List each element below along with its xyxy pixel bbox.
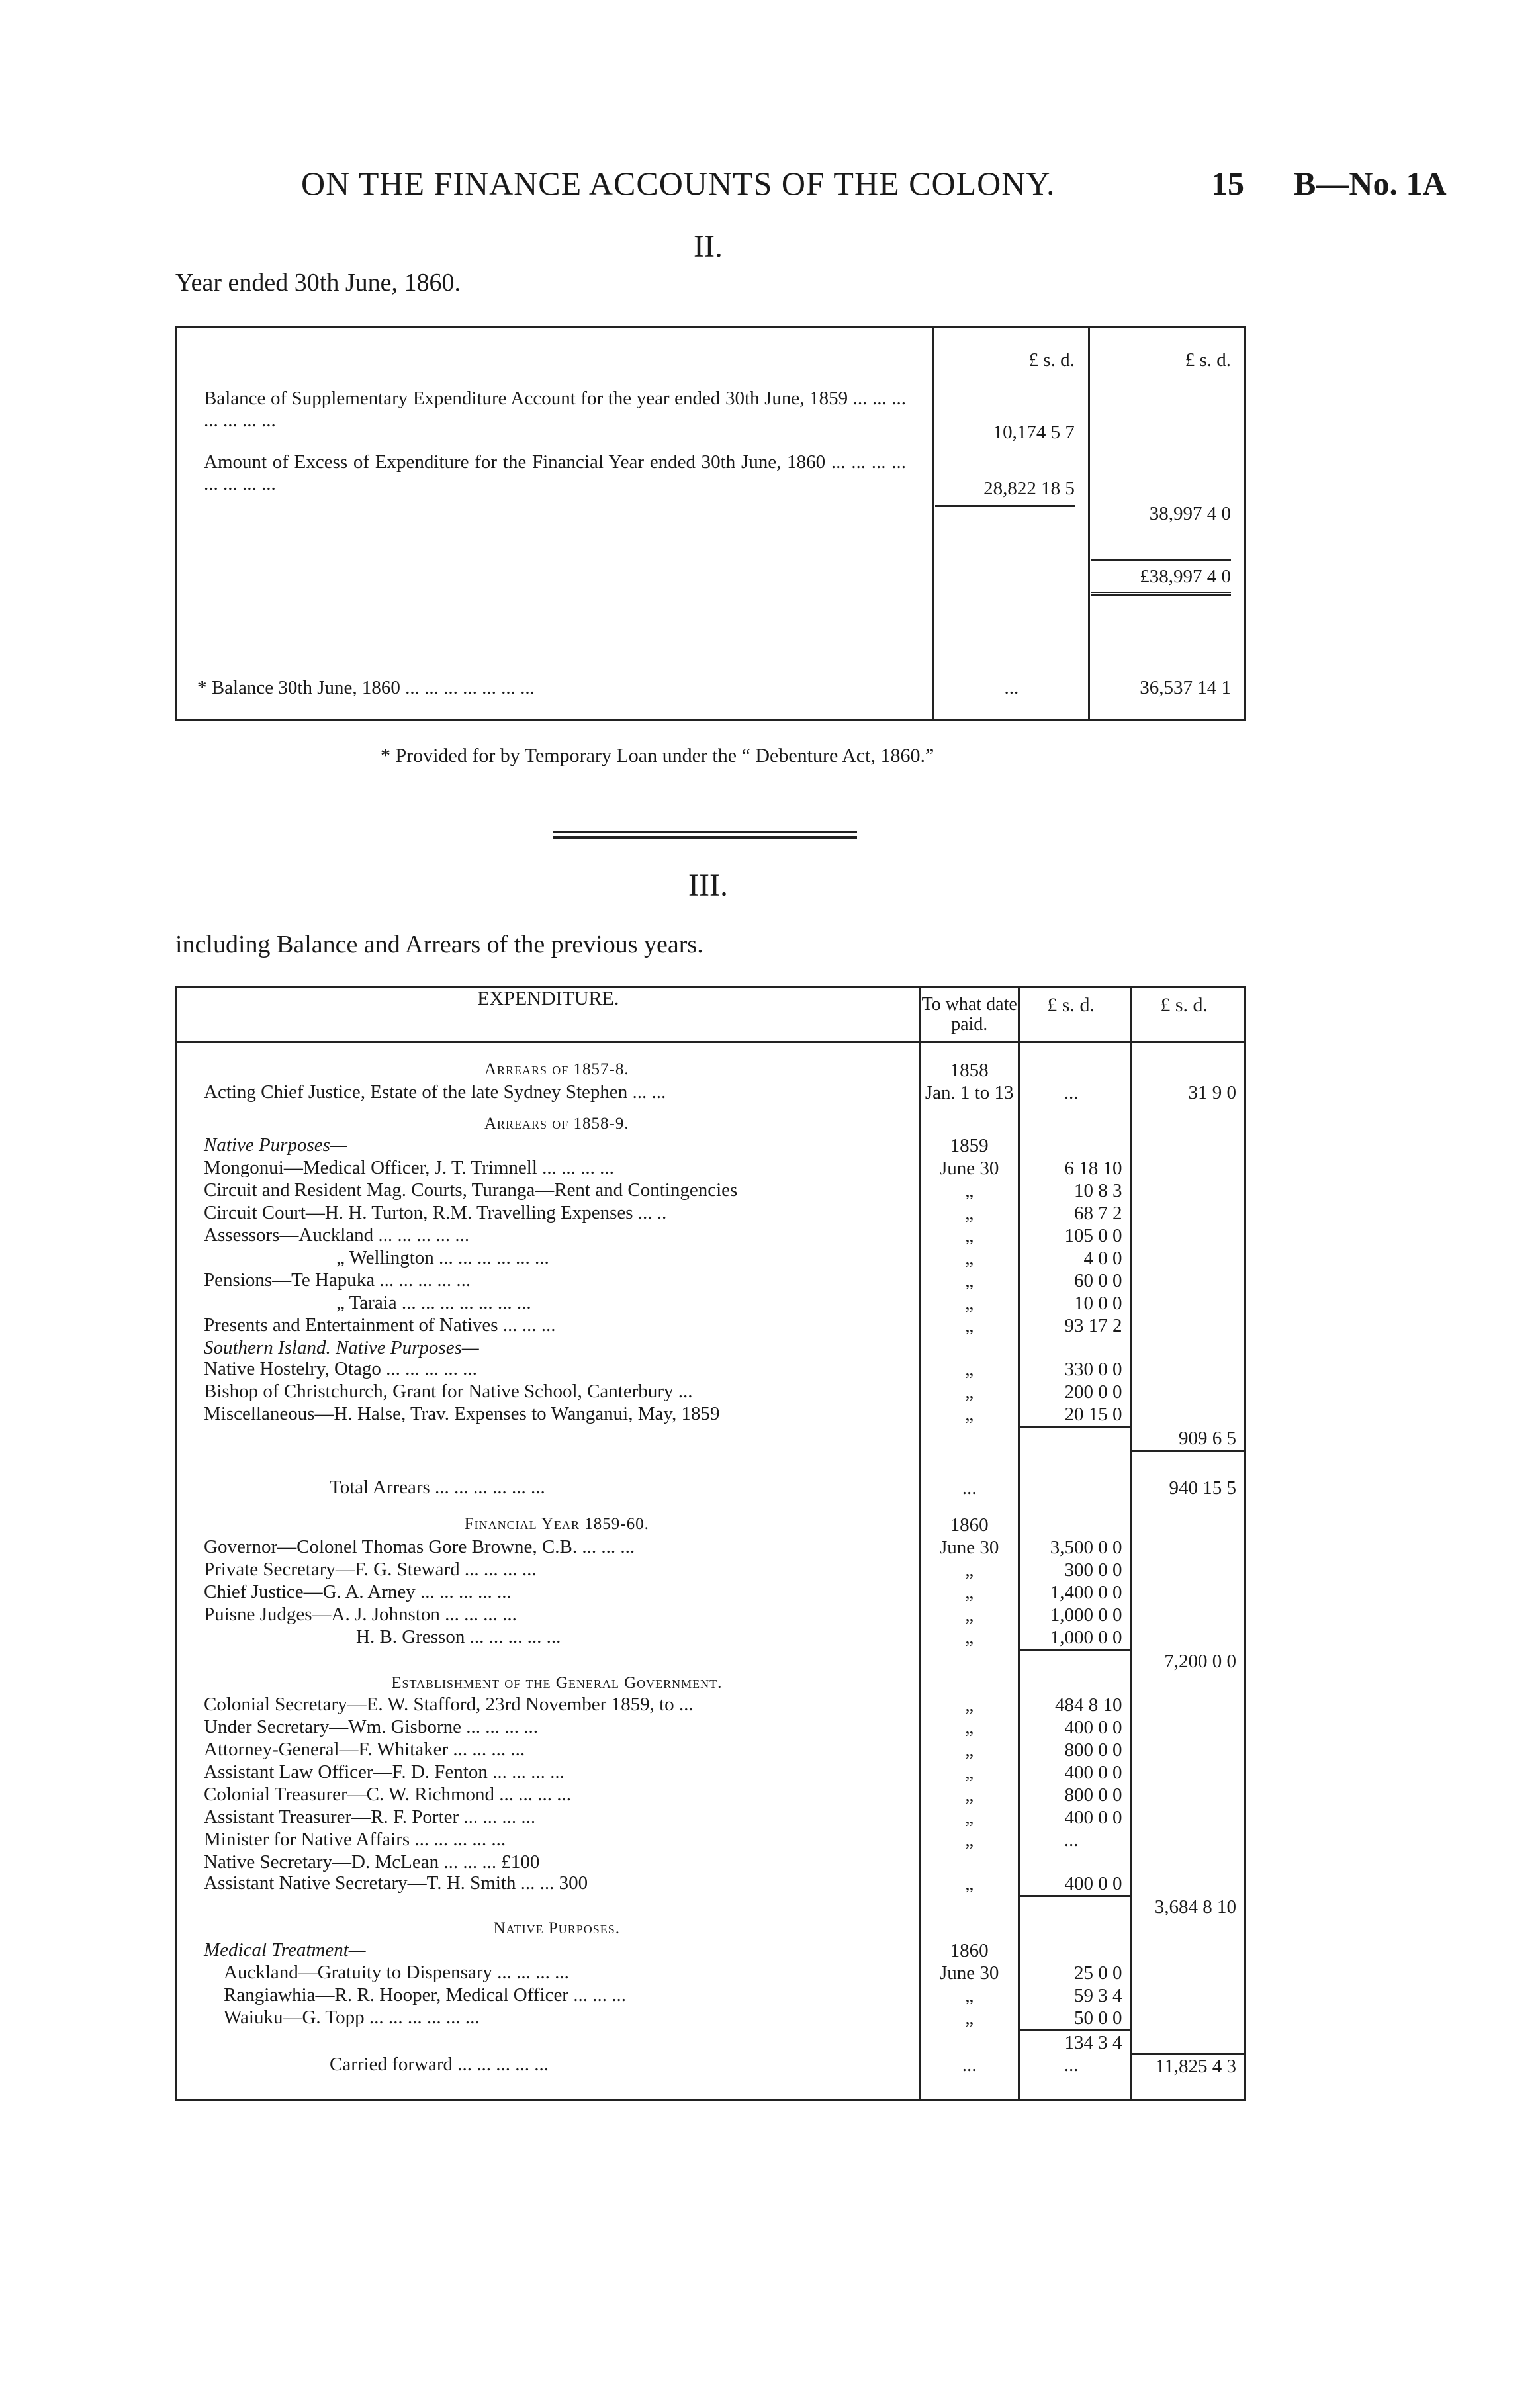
section-ii-table [175,326,1246,721]
section-ii-numeral: II. [694,229,723,264]
table-row [177,1403,1246,1427]
row-date: „ [920,1872,1019,1896]
row-text: Circuit and Resident Mag. Courts, Turanga—Rent and Contingencies [204,1179,738,1201]
row-text: Assistant Treasurer—R. F. Porter ... ... ... ... [204,1806,536,1827]
arrears-1857-year: 1858 [920,1059,1019,1082]
row-date: „ [920,1202,1019,1224]
row-date: „ [920,1247,1019,1269]
row-date: „ [920,1984,1019,2007]
section-ii-footnote: * Provided for by Temporary Loan under the “ Debenture Act, 1860.” [381,745,934,766]
table-row [177,1292,1246,1315]
row-supplementary-a: 10,174 5 7 [934,388,1089,451]
row-text: Assessors—Auckland ... ... ... ... ... [204,1224,470,1246]
row-text: Native Hostelry, Otago ... ... ... ... ... [204,1358,477,1379]
table-row [177,1851,1246,1872]
page-number: 15 [1211,165,1244,202]
carried-forward-text: Carried forward ... ... ... ... ... [330,2054,549,2075]
table-row [177,1694,1246,1716]
table-row [177,1581,1246,1604]
row-amount: 60 0 0 [1019,1269,1131,1292]
table-row [177,1559,1246,1581]
arrears-1857-row: Acting Chief Justice, Estate of the late Sydney Stephen ... ... [204,1082,666,1103]
row-amount: 3,500 0 0 [1019,1536,1131,1559]
general-government-subtotal: 3,684 8 10 [1131,1896,1246,1918]
row-text: Governor—Colonel Thomas Gore Browne, C.B. ... ... ... [204,1536,635,1557]
section-iii-numeral: III. [688,868,728,903]
row-text: Colonial Treasurer—C. W. Richmond ... ... ... ... [204,1783,572,1805]
row-amount: 330 0 0 [1019,1358,1131,1381]
row-text: Under Secretary—Wm. Gisborne ... ... ... ... [204,1716,538,1737]
row-date: „ [920,1179,1019,1202]
col-head-a: £ s. d. [934,328,1089,388]
row-text: Pensions—Te Hapuka ... ... ... ... ... [204,1269,471,1291]
medical-treatment-subheading: Medical Treatment— [204,1939,366,1961]
row-text: Assistant Native Secretary—T. H. Smith ... ... 300 [204,1872,588,1894]
row-text: Attorney-General—F. Whitaker ... ... ... ... [204,1738,525,1760]
row-amount: ... [1019,1829,1131,1851]
row-amount: 400 0 0 [1019,1806,1131,1829]
balance-b: 36,537 14 1 [1089,612,1245,719]
row-date: „ [920,1694,1019,1716]
native-purposes-year: 1860 [920,1939,1019,1962]
row-date: „ [920,1358,1019,1381]
row-text: Assistant Law Officer—F. D. Fenton ... ... ... ... [204,1761,565,1782]
row-amount: 6 18 10 [1019,1157,1131,1179]
table-row [177,1315,1246,1337]
row-amount: 4 0 0 [1019,1247,1131,1269]
row-text: Presents and Entertainment of Natives ... ... ... [204,1315,556,1336]
row-text: Native Secretary—D. McLean ... ... ... £100 [204,1851,540,1872]
table-row [177,1381,1246,1403]
row-amount: 400 0 0 [1019,1872,1131,1896]
total-arrears-date: ... [920,1477,1019,1499]
row-date: „ [920,1381,1019,1403]
row-amount: 10 0 0 [1019,1292,1131,1315]
row-date: „ [920,1829,1019,1851]
row-date: „ [920,1784,1019,1806]
row-text: Rangiawhia—R. R. Hooper, Medical Officer ... ... ... [224,1984,626,2006]
row-date: „ [920,1403,1019,1427]
table-row [177,1761,1246,1784]
table-row [177,1739,1246,1761]
row-date: „ [920,2007,1019,2031]
row-text: Miscellaneous—H. Halse, Trav. Expenses to Wanganui, May, 1859 [204,1403,720,1424]
arrears-1858-subheading: Native Purposes— [204,1134,347,1156]
row-date: „ [920,1604,1019,1626]
row-amount: 800 0 0 [1019,1784,1131,1806]
row-date: „ [920,1806,1019,1829]
row-text: Mongonui—Medical Officer, J. T. Trimnell ... ... ... ... [204,1157,614,1178]
row-date [920,1851,1019,1872]
row-amount: 20 15 0 [1019,1403,1131,1427]
total-arrears-b: 940 15 5 [1131,1477,1246,1499]
row-amount: 200 0 0 [1019,1381,1131,1403]
table-row [177,1872,1246,1896]
row-amount: 93 17 2 [1019,1315,1131,1337]
table-row [177,1536,1246,1559]
row-date: „ [920,1269,1019,1292]
table-row [177,1984,1246,2007]
row-amount: 105 0 0 [1019,1224,1131,1247]
row-date: „ [920,1739,1019,1761]
row-amount: 59 3 4 [1019,1984,1131,2007]
section-ii-total: £38,997 4 0 [1091,559,1231,596]
row-amount: 1,000 0 0 [1019,1626,1131,1650]
row-text: Auckland—Gratuity to Dispensary ... ... ... ... [224,1962,569,1983]
financial-year-heading: Financial Year 1859-60. [464,1515,649,1533]
running-title: ON THE FINANCE ACCOUNTS OF THE COLONY. [301,165,1056,202]
row-amount: 1,000 0 0 [1019,1604,1131,1626]
row-date: „ [920,1626,1019,1650]
row-date: „ [920,1761,1019,1784]
row-excess-a: 28,822 18 5 [935,478,1075,507]
table-row [177,1202,1246,1224]
native-purposes-subtotal: 134 3 4 [1019,2031,1131,2054]
table-row [177,1247,1246,1269]
arrears-1857-a: ... [1019,1082,1131,1104]
arrears-1858-subtotal: 909 6 5 [1131,1427,1246,1451]
row-excess-b: 38,997 4 0 [1089,451,1245,526]
table-row [177,1784,1246,1806]
table-row [177,1806,1246,1829]
table-row [177,1604,1246,1626]
financial-year-year: 1860 [920,1514,1019,1536]
table-row [177,1179,1246,1202]
row-text: Circuit Court—H. H. Turton, R.M. Travelling Expenses ... .. [204,1202,667,1223]
row-text: „ Taraia ... ... ... ... ... ... ... [336,1292,531,1313]
row-amount: 68 7 2 [1019,1202,1131,1224]
row-amount [1019,1851,1131,1872]
row-date: „ [920,1559,1019,1581]
row-excess-text: Amount of Excess of Expenditure for the Financial Year ended 30th June, 1860 ... ... ... ... ... ... ... ... [204,451,907,495]
table-row [177,1626,1246,1650]
table-row [177,1224,1246,1247]
row-text: „ Wellington ... ... ... ... ... ... [336,1247,549,1268]
financial-year-subtotal: 7,200 0 0 [1131,1650,1246,1673]
table-row [177,1157,1246,1179]
row-date: June 30 [920,1536,1019,1559]
row-amount: 300 0 0 [1019,1559,1131,1581]
section-divider-bottom [553,836,857,839]
row-amount: 400 0 0 [1019,1716,1131,1739]
row-text: Minister for Native Affairs ... ... ... ... ... [204,1828,506,1850]
row-text: Waiuku—G. Topp ... ... ... ... ... ... [224,2007,480,2028]
table-row [177,1716,1246,1739]
row-amount: 50 0 0 [1019,2007,1131,2031]
row-text: Chief Justice—G. A. Arney ... ... ... ... ... [204,1581,512,1602]
header-col-b: £ s. d. [1131,988,1246,1042]
row-supplementary-text: Balance of Supplementary Expenditure Account for the year ended 30th June, 1859 ... ... ... ... ... ... ... [204,387,907,431]
table-row [177,2007,1246,2031]
row-text: H. B. Gresson ... ... ... ... ... [356,1626,561,1647]
document-reference: B—No. 1A [1294,165,1447,202]
carried-forward-date: ... [920,2054,1019,2100]
balance-a: ... [934,612,1089,719]
expenditure-table [175,986,1246,2101]
carried-forward-b: 11,825 4 3 [1131,2054,1246,2100]
general-government-heading: Establishment of the General Government. [391,1673,723,1692]
row-amount: 25 0 0 [1019,1962,1131,1984]
row-text: Colonial Secretary—E. W. Stafford, 23rd November 1859, to ... [204,1693,694,1715]
row-amount: 484 8 10 [1019,1694,1131,1716]
row-text: Private Secretary—F. G. Steward ... ... ... ... [204,1559,537,1580]
header-col-a: £ s. d. [1019,988,1131,1042]
row-text: Puisne Judges—A. J. Johnston ... ... ... ... [204,1604,517,1625]
arrears-1857-b: 31 9 0 [1131,1082,1246,1104]
row-date: „ [920,1581,1019,1604]
section-divider-top [553,831,857,833]
carried-forward-a: ... [1019,2054,1131,2100]
table-row [177,1358,1246,1381]
header-expenditure: EXPENDITURE. [177,988,921,1042]
row-amount: 1,400 0 0 [1019,1581,1131,1604]
row-date: „ [920,1292,1019,1315]
southern-island-subheading: Southern Island. Native Purposes— [204,1337,479,1358]
section-iii-caption: including Balance and Arrears of the previous years. [175,931,703,958]
row-date: „ [920,1315,1019,1337]
header-date-paid: To what date paid. [920,988,1019,1042]
arrears-1858-year: 1859 [920,1134,1019,1157]
row-date: June 30 [920,1157,1019,1179]
col-head-b: £ s. d. [1089,328,1245,388]
row-amount: 800 0 0 [1019,1739,1131,1761]
table-row [177,1269,1246,1292]
table-row [177,1962,1246,1984]
row-date: „ [920,1716,1019,1739]
row-amount: 400 0 0 [1019,1761,1131,1784]
table-row [177,1829,1246,1851]
arrears-1857-heading: Arrears of 1857-8. [484,1060,629,1078]
native-purposes-heading: Native Purposes. [493,1919,621,1937]
total-arrears-text: Total Arrears ... ... ... ... ... ... [330,1477,545,1498]
row-date: „ [920,1224,1019,1247]
row-date: June 30 [920,1962,1019,1984]
balance-text: * Balance 30th June, 1860 ... ... ... ... ... ... ... [197,677,535,698]
section-ii-caption: Year ended 30th June, 1860. [175,269,461,297]
row-amount: 10 8 3 [1019,1179,1131,1202]
arrears-1857-date: Jan. 1 to 13 [920,1082,1019,1104]
arrears-1858-heading: Arrears of 1858-9. [484,1115,629,1132]
row-text: Bishop of Christchurch, Grant for Native School, Canterbury ... [204,1381,693,1402]
